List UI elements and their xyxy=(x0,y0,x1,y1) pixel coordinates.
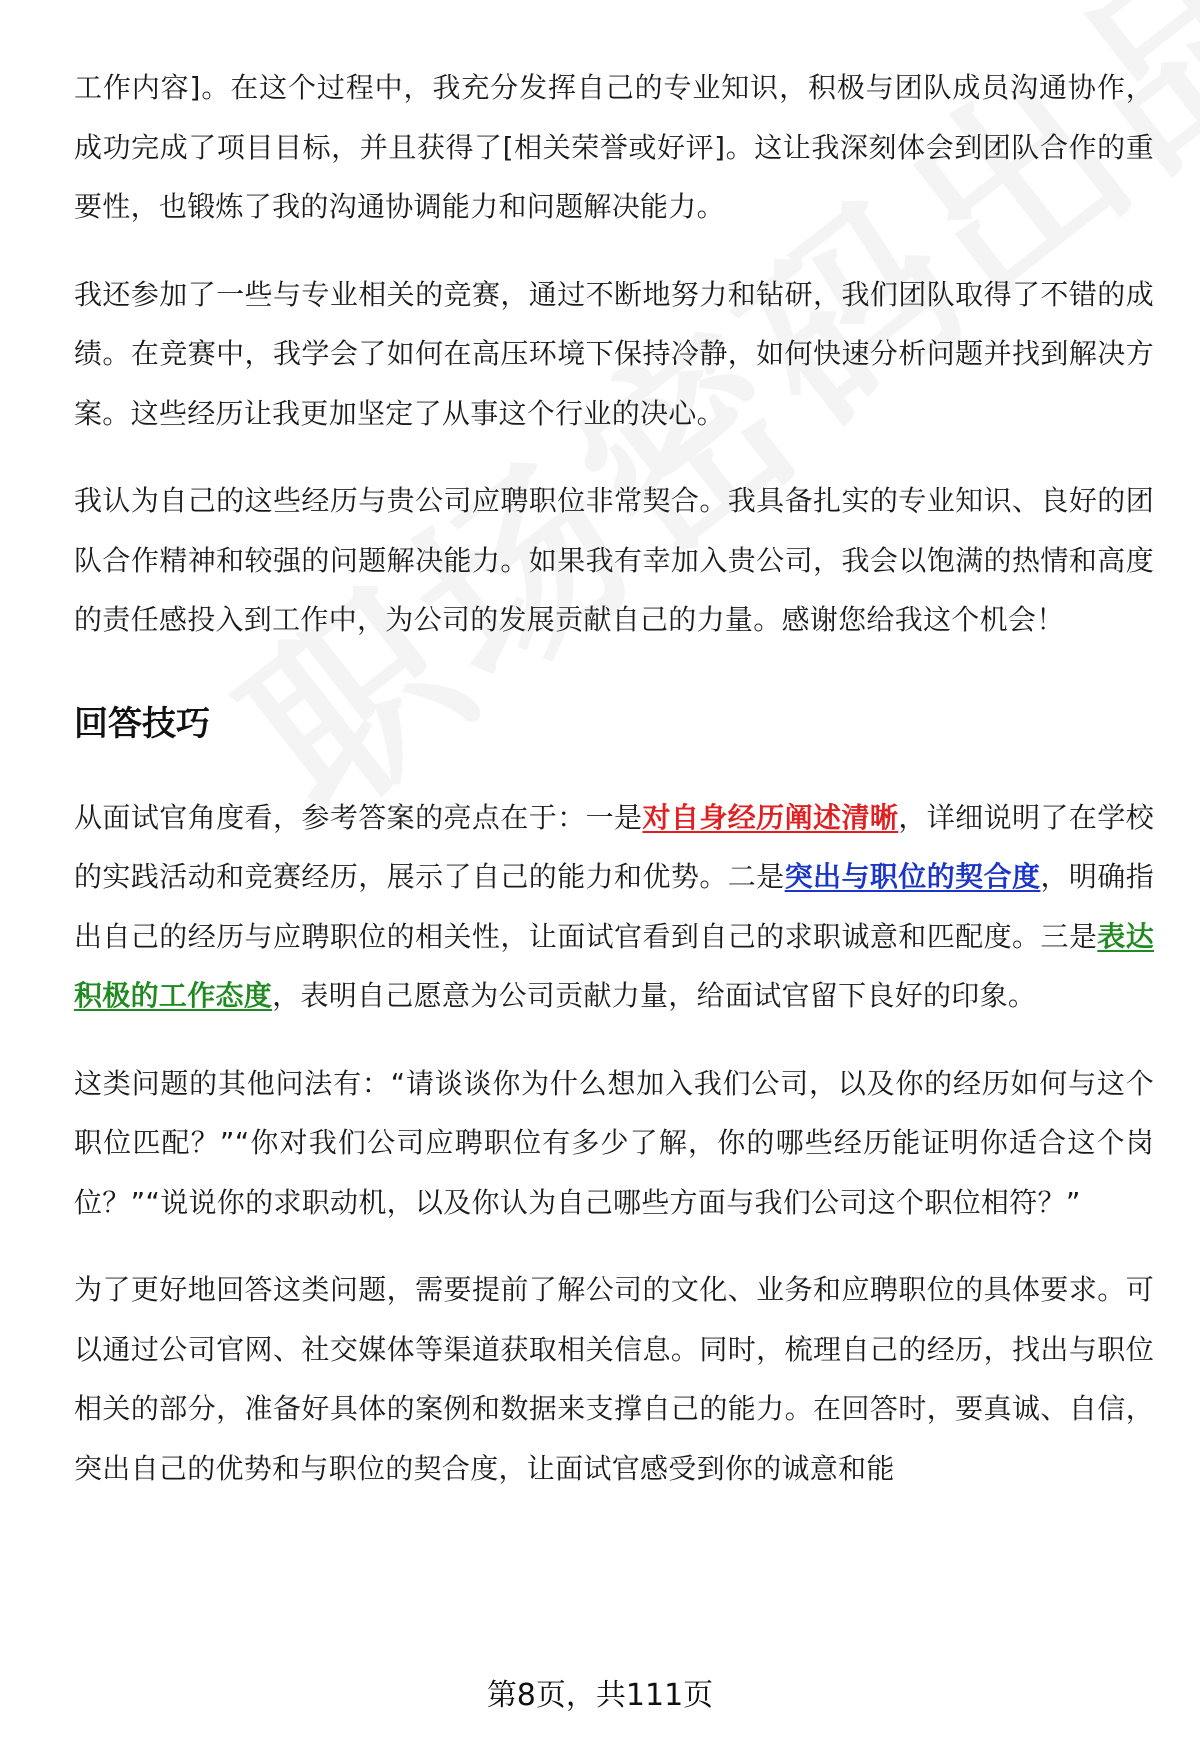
tips-paragraph-3: 为了更好地回答这类问题，需要提前了解公司的文化、业务和应聘职位的具体要求。可以通过公司官网、社交媒体等渠道获取相关信息。同时，梳理自己的经历，找出与职位相关的部分，准备好具体的案例和数据来支撑自己的能力。在回答时，要真诚、自信，突出自己的优势和与职位的契合度，让面试官感受到你的诚意和能 xyxy=(74,1273,1154,1485)
tips-paragraph-2: 这类问题的其他问法有：“请谈谈你为什么想加入我们公司，以及你的经历如何与这个职位匹配？”“你对我们公司应聘职位有多少了解，你的哪些经历能证明你适合这个岗位？”“说说你的求职动机，以及你认为自己哪些方面与我们公司这个职位相符？” xyxy=(74,1066,1154,1219)
tips-text: ，详细说明了在学校的实践活动和竞赛经历，展示了自己的能力和优势。二是 xyxy=(74,800,1155,893)
section-heading: 回答技巧 xyxy=(74,703,210,744)
highlight-green: 表达积极的工作态度 xyxy=(74,919,1154,1012)
answer-paragraph-1: 工作内容]。在这个过程中，我充分发挥自己的专业知识，积极与团队成员沟通协作，成功完成了项目目标，并且获得了[相关荣誉或好评]。这让我深刻体会到团队合作的重要性，也锻炼了我的沟通协调能力和问题解决能力。 xyxy=(74,71,1154,223)
highlight-blue: 突出与职位的契合度 xyxy=(784,860,1041,893)
tips-text: ，表明自己愿意为公司贡献力量，给面试官留下良好的印象。 xyxy=(272,979,1037,1012)
highlight-red: 对自身经历阐述清晰 xyxy=(642,800,899,834)
answer-paragraph-2: 我还参加了一些与专业相关的竞赛，通过不断地努力和钻研，我们团队取得了不错的成绩。在竞赛中，我学会了如何在高压环境下保持冷静，如何快速分析问题并找到解决方案。这些经历让我更加坚定了从事这个行业的决心。 xyxy=(74,277,1154,430)
page-content xyxy=(74,58,1154,1526)
page-number: 第8页，共111页 xyxy=(486,1678,714,1713)
tips-text: ，明确指出自己的经历与应聘职位的相关性，让面试官看到自己的求职诚意和匹配度。三是 xyxy=(74,860,1155,953)
answer-paragraph-3: 我认为自己的这些经历与贵公司应聘职位非常契合。我具备扎实的专业知识、良好的团队合作精神和较强的问题解决能力。如果我有幸加入贵公司，我会以饱满的热情和高度的责任感投入到工作中，为公司的发展贡献自己的力量。感谢您给我这个机会！ xyxy=(74,484,1154,636)
tips-text: 从面试官角度看，参考答案的亮点在于：一是 xyxy=(74,800,643,834)
tips-paragraph-1 xyxy=(74,788,1154,1026)
